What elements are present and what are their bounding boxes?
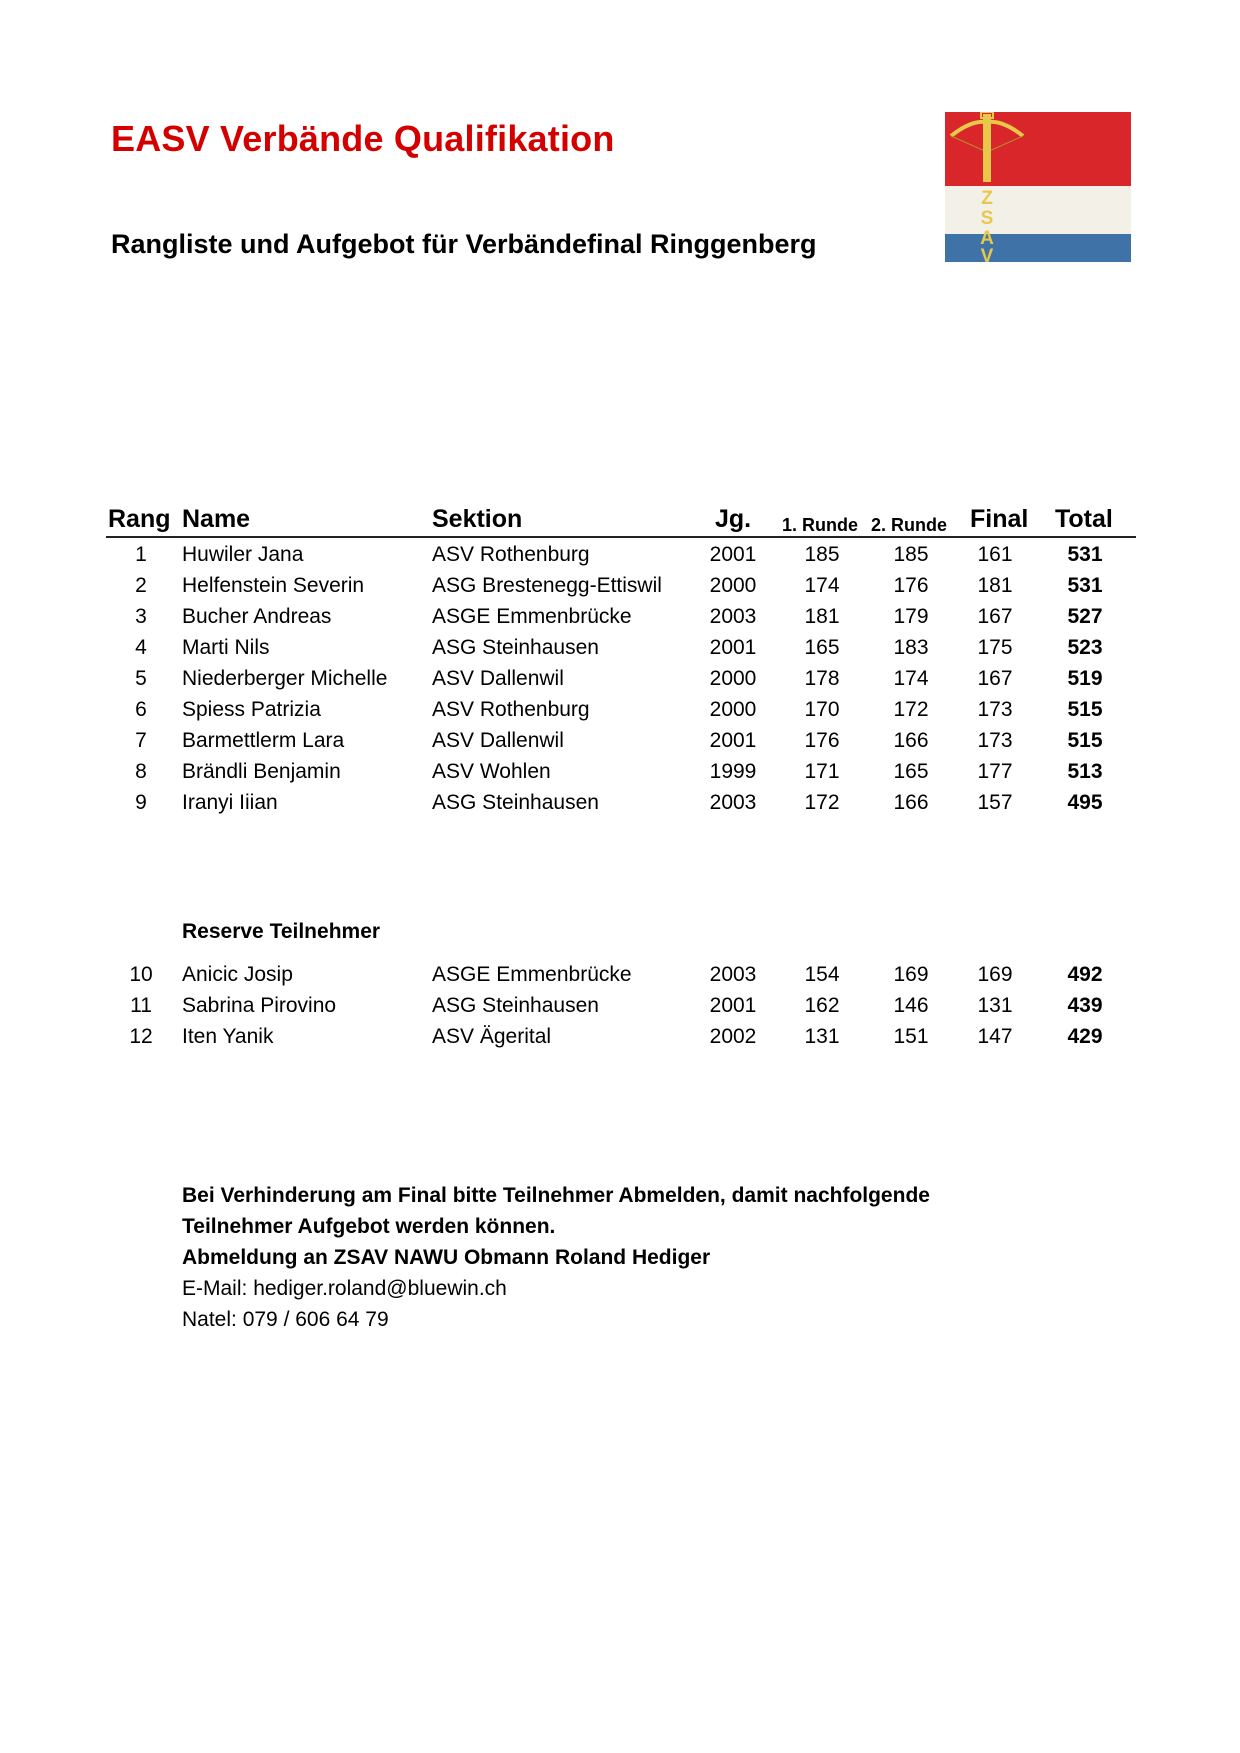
rank-cell: 3 xyxy=(135,605,147,628)
final-cell: 157 xyxy=(977,791,1013,814)
jahrgang-cell: 1999 xyxy=(709,760,757,783)
runde1-cell: 171 xyxy=(804,760,840,783)
email-label: E-Mail: xyxy=(182,1277,254,1300)
sektion-cell: ASG Steinhausen xyxy=(432,994,599,1017)
table-row xyxy=(0,787,1240,818)
jahrgang-cell: 2003 xyxy=(709,605,757,628)
jahrgang-cell: 2001 xyxy=(709,636,757,659)
final-cell: 167 xyxy=(977,605,1013,628)
total-cell: 492 xyxy=(1067,963,1103,986)
final-cell: 177 xyxy=(977,760,1013,783)
table-row xyxy=(0,725,1240,756)
zsav-letters xyxy=(980,188,994,262)
runde2-cell: 185 xyxy=(893,543,929,566)
total-cell: 513 xyxy=(1067,760,1103,783)
name-cell: Anicic Josip xyxy=(182,963,293,986)
name-cell: Niederberger Michelle xyxy=(182,667,388,690)
table-row xyxy=(0,539,1240,570)
contact-line: Abmeldung an ZSAV NAWU Obmann Roland Hediger xyxy=(182,1246,711,1269)
sektion-cell: ASV Wohlen xyxy=(432,760,551,783)
total-cell: 429 xyxy=(1067,1025,1103,1048)
runde1-cell: 174 xyxy=(804,574,840,597)
total-cell: 515 xyxy=(1067,729,1103,752)
runde1-cell: 176 xyxy=(804,729,840,752)
email-address[interactable]: hediger.roland@bluewin.ch xyxy=(253,1277,507,1300)
table-row xyxy=(0,570,1240,601)
rank-cell: 10 xyxy=(129,963,153,986)
jahrgang-cell: 2001 xyxy=(709,994,757,1017)
notice-line-2: Teilnehmer Aufgebot werden können. xyxy=(182,1215,556,1238)
flag-stripe-white xyxy=(945,186,1131,234)
runde2-cell: 151 xyxy=(893,1025,929,1048)
total-cell: 519 xyxy=(1067,667,1103,690)
header-divider xyxy=(106,536,1136,538)
document-title: EASV Verbände Qualifikation xyxy=(111,118,615,159)
runde2-cell: 183 xyxy=(893,636,929,659)
runde2-cell: 174 xyxy=(893,667,929,690)
header-total: Total xyxy=(1055,505,1113,533)
rank-cell: 9 xyxy=(135,791,147,814)
jahrgang-cell: 2002 xyxy=(709,1025,757,1048)
name-cell: Barmettlerm Lara xyxy=(182,729,345,752)
jahrgang-cell: 2000 xyxy=(709,574,757,597)
email-line xyxy=(182,1273,507,1304)
phone-line xyxy=(182,1304,389,1335)
name-cell: Iranyi Iiian xyxy=(182,791,278,814)
final-cell: 173 xyxy=(977,729,1013,752)
total-cell: 523 xyxy=(1067,636,1103,659)
total-cell: 531 xyxy=(1067,543,1103,566)
rank-cell: 5 xyxy=(135,667,147,690)
header-sektion: Sektion xyxy=(432,505,523,533)
header-name: Name xyxy=(182,505,251,533)
name-cell: Huwiler Jana xyxy=(182,543,304,566)
sektion-cell: ASV Rothenburg xyxy=(432,698,590,721)
total-cell: 527 xyxy=(1067,605,1103,628)
table-row xyxy=(0,990,1240,1021)
runde1-cell: 172 xyxy=(804,791,840,814)
runde1-cell: 162 xyxy=(804,994,840,1017)
sektion-cell: ASV Ägerital xyxy=(432,1025,552,1048)
name-cell: Bucher Andreas xyxy=(182,605,332,628)
rank-cell: 12 xyxy=(129,1025,153,1048)
rank-cell: 1 xyxy=(135,543,147,566)
jahrgang-cell: 2000 xyxy=(709,667,757,690)
name-cell: Spiess Patrizia xyxy=(182,698,321,721)
final-cell: 131 xyxy=(977,994,1013,1017)
jahrgang-cell: 2003 xyxy=(709,963,757,986)
document-subtitle: Rangliste und Aufgebot für Verbändefinal Ringgenberg xyxy=(111,229,817,259)
header-jg: Jg. xyxy=(715,505,752,533)
name-cell: Marti Nils xyxy=(182,636,270,659)
header-runde2: 2. Runde xyxy=(871,515,948,535)
svg-text:S: S xyxy=(980,208,994,229)
name-cell: Sabrina Pirovino xyxy=(182,994,337,1017)
sektion-cell: ASG Brestenegg-Ettiswil xyxy=(432,574,662,597)
header-runde1: 1. Runde xyxy=(782,515,859,535)
jahrgang-cell: 2001 xyxy=(709,729,757,752)
runde2-cell: 166 xyxy=(893,729,929,752)
sektion-cell: ASGE Emmenbrücke xyxy=(432,605,632,628)
final-cell: 175 xyxy=(977,636,1013,659)
zsav-flag-logo xyxy=(945,112,1131,262)
phone-number: 079 / 606 64 79 xyxy=(242,1308,389,1331)
total-cell: 515 xyxy=(1067,698,1103,721)
rank-cell: 11 xyxy=(130,994,152,1017)
runde2-cell: 146 xyxy=(893,994,929,1017)
sektion-cell: ASGE Emmenbrücke xyxy=(432,963,632,986)
sektion-cell: ASG Steinhausen xyxy=(432,791,599,814)
runde2-cell: 165 xyxy=(893,760,929,783)
runde1-cell: 178 xyxy=(804,667,840,690)
sektion-cell: ASV Rothenburg xyxy=(432,543,590,566)
rank-cell: 7 xyxy=(135,729,147,752)
runde2-cell: 176 xyxy=(893,574,929,597)
final-cell: 147 xyxy=(977,1025,1013,1048)
table-row xyxy=(0,959,1240,990)
svg-text:A: A xyxy=(980,228,994,249)
runde2-cell: 179 xyxy=(893,605,929,628)
rank-cell: 6 xyxy=(135,698,147,721)
rank-cell: 4 xyxy=(135,636,147,659)
total-cell: 495 xyxy=(1067,791,1103,814)
runde1-cell: 170 xyxy=(804,698,840,721)
runde2-cell: 169 xyxy=(893,963,929,986)
name-cell: Brändli Benjamin xyxy=(182,760,341,783)
svg-text:Z: Z xyxy=(981,188,993,209)
final-cell: 161 xyxy=(977,543,1013,566)
rank-cell: 8 xyxy=(135,760,147,783)
jahrgang-cell: 2003 xyxy=(709,791,757,814)
runde1-cell: 181 xyxy=(804,605,840,628)
table-row xyxy=(0,694,1240,725)
flag-stripe-blue xyxy=(945,234,1131,262)
runde1-cell: 165 xyxy=(804,636,840,659)
name-cell: Helfenstein Severin xyxy=(182,574,365,597)
reserve-heading: Reserve Teilnehmer xyxy=(182,920,381,943)
final-cell: 181 xyxy=(977,574,1013,597)
header-rang: Rang xyxy=(108,505,171,533)
notice-line-1: Bei Verhinderung am Final bitte Teilnehmer Abmelden, damit nachfolgende xyxy=(182,1184,930,1207)
sektion-cell: ASV Dallenwil xyxy=(432,667,564,690)
runde2-cell: 172 xyxy=(893,698,929,721)
table-row xyxy=(0,632,1240,663)
rank-cell: 2 xyxy=(135,574,147,597)
runde1-cell: 154 xyxy=(804,963,840,986)
jahrgang-cell: 2001 xyxy=(709,543,757,566)
runde1-cell: 131 xyxy=(804,1025,840,1048)
name-cell: Iten Yanik xyxy=(182,1025,274,1048)
total-cell: 531 xyxy=(1067,574,1103,597)
runde2-cell: 166 xyxy=(893,791,929,814)
final-cell: 167 xyxy=(977,667,1013,690)
final-cell: 169 xyxy=(977,963,1013,986)
sektion-cell: ASG Steinhausen xyxy=(432,636,599,659)
jahrgang-cell: 2000 xyxy=(709,698,757,721)
sektion-cell: ASV Dallenwil xyxy=(432,729,564,752)
table-row xyxy=(0,601,1240,632)
table-row xyxy=(0,663,1240,694)
svg-text:V: V xyxy=(980,246,994,262)
final-cell: 173 xyxy=(977,698,1013,721)
table-row xyxy=(0,1021,1240,1052)
total-cell: 439 xyxy=(1067,994,1103,1017)
header-final: Final xyxy=(970,505,1029,533)
table-row xyxy=(0,756,1240,787)
phone-label: Natel: xyxy=(182,1308,243,1331)
runde1-cell: 185 xyxy=(804,543,840,566)
